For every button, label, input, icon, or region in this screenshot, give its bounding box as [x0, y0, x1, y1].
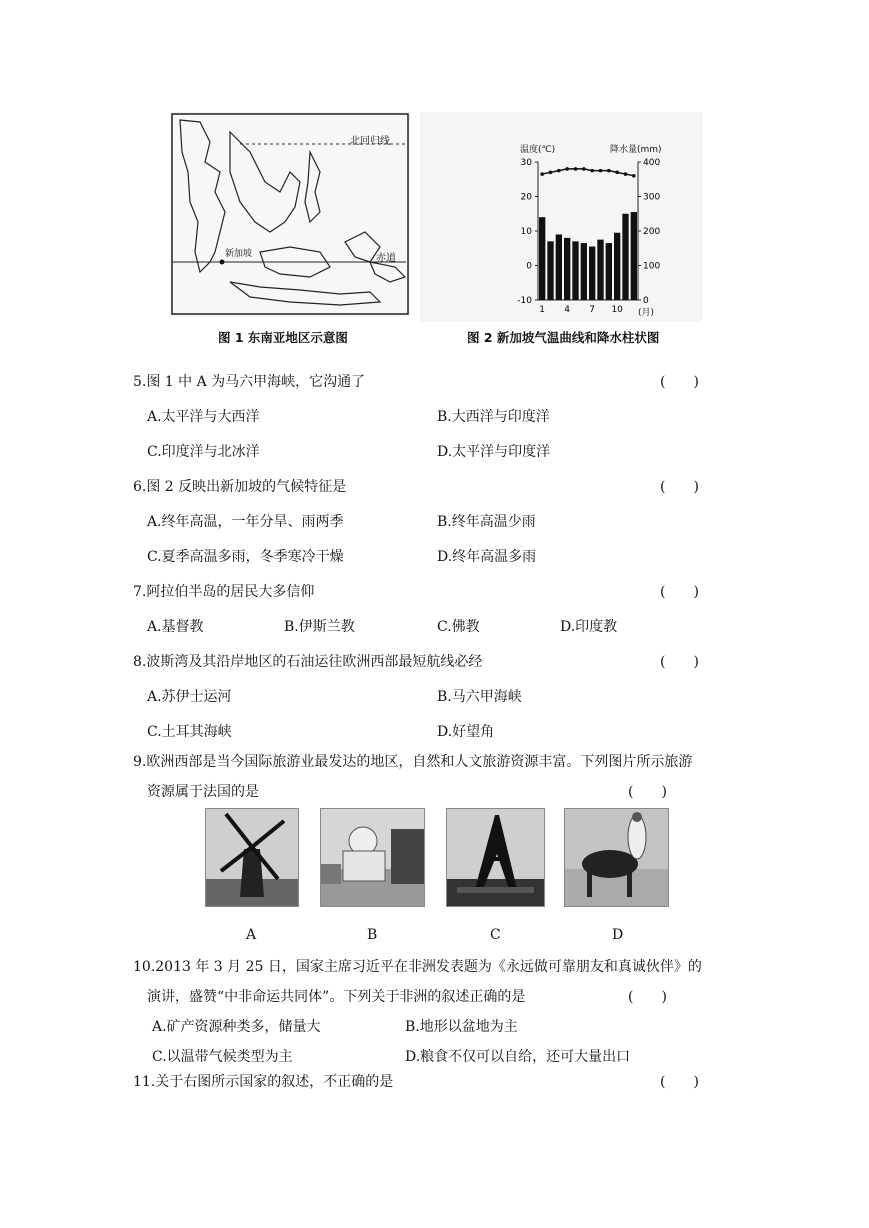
temperature-point — [632, 174, 636, 178]
question-9-stem: 9.欧洲西部是当今国际旅游业最发达的地区，自然和人文旅游资源丰富。下列图片所示旅游 — [133, 754, 693, 770]
q5-option-a: A.太平洋与大西洋 — [147, 409, 260, 425]
temperature-point — [590, 169, 594, 173]
question-6-stem: 6.图 2 反映出新加坡的气候特征是 — [133, 479, 347, 495]
q5-option-c: C.印度洋与北冰洋 — [147, 444, 260, 460]
x-tick-label: 1 — [539, 305, 546, 315]
tropic-label: 北回归线 — [350, 136, 390, 147]
question-7-stem: 7.阿拉伯半岛的居民大多信仰 — [133, 584, 315, 600]
left-tick-label: 30 — [520, 158, 532, 168]
precip-bar — [539, 217, 545, 300]
precip-bar — [589, 247, 595, 300]
temperature-point — [615, 171, 619, 175]
left-tick-label: 20 — [520, 192, 532, 203]
question-9-stem-line2: 资源属于法国的是 — [147, 784, 259, 800]
equator-label: 赤道 — [376, 253, 396, 264]
q6-option-d: D.终年高温多雨 — [437, 549, 537, 565]
q7-option-a: A.基督教 — [147, 619, 204, 635]
figure-2-caption: 图 2 新加坡气温曲线和降水柱状图 — [467, 330, 660, 345]
question-10-stem-line2: 演讲，盛赞“中非命运共同体”。下列关于非洲的叙述正确的是 — [147, 989, 526, 1005]
right-tick-label: 100 — [643, 261, 661, 272]
temperature-point — [549, 171, 553, 175]
precip-bar — [564, 238, 570, 300]
precip-bar — [597, 240, 603, 300]
photo-eiffel-tower — [446, 808, 545, 907]
precip-bar — [547, 241, 553, 300]
q7-option-d: D.印度教 — [560, 619, 618, 635]
precip-bar — [622, 214, 628, 300]
q10-option-a: A.矿产资源种类多，储量大 — [152, 1019, 321, 1035]
figure-2-chart — [420, 112, 702, 322]
singapore-label: 新加坡 — [225, 249, 253, 259]
q6-option-a: A.终年高温，一年分旱、雨两季 — [147, 514, 344, 530]
answer-blank-10: ( ) — [628, 989, 667, 1005]
answer-blank-9: ( ) — [628, 784, 667, 800]
q8-option-b: B.马六甲海峡 — [437, 689, 522, 705]
question-11-stem: 11.关于右图所示国家的叙述，不正确的是 — [133, 1074, 394, 1090]
precip-bar — [556, 234, 562, 300]
temperature-point — [624, 172, 628, 176]
temperature-point — [540, 172, 544, 176]
question-5-stem: 5.图 1 中 A 为马六甲海峡，它沟通了 — [133, 374, 366, 390]
question-8-stem: 8.波斯湾及其沿岸地区的石油运往欧洲西部最短航线必经 — [133, 654, 483, 670]
answer-blank-6: ( ) — [660, 479, 699, 495]
left-tick-label: -10 — [517, 296, 532, 306]
photo-venice-church — [320, 808, 425, 907]
photo-windmill — [205, 808, 299, 907]
answer-blank-11: ( ) — [660, 1074, 699, 1090]
temperature-point — [599, 169, 603, 173]
precip-bar — [631, 212, 637, 300]
temperature-point — [565, 167, 569, 171]
photo-label-c: C — [490, 927, 501, 943]
q5-option-b: B.大西洋与印度洋 — [437, 409, 550, 425]
temperature-line — [542, 169, 634, 176]
answer-blank-5: ( ) — [660, 374, 699, 390]
x-tick-label: 7 — [589, 305, 596, 315]
answer-blank-7: ( ) — [660, 584, 699, 600]
photo-label-b: B — [367, 927, 378, 943]
precip-bar — [606, 243, 612, 300]
months-unit: (月) — [638, 308, 655, 318]
photo-bullfighting — [564, 808, 669, 907]
temperature-point — [607, 169, 611, 173]
answer-blank-8: ( ) — [660, 654, 699, 670]
photo-label-d: D — [612, 927, 624, 943]
figure-1-map — [170, 112, 410, 317]
x-tick-label: 10 — [611, 305, 623, 315]
q7-option-b: B.伊斯兰教 — [284, 619, 355, 635]
x-tick-label: 4 — [564, 305, 571, 315]
right-tick-label: 400 — [643, 158, 661, 168]
precip-bar — [581, 243, 587, 300]
temperature-point — [574, 167, 578, 171]
temperature-point — [557, 169, 561, 173]
q5-option-d: D.太平洋与印度洋 — [437, 444, 551, 460]
left-tick-label: 0 — [526, 261, 532, 272]
q10-option-d: D.粮食不仅可以自给，还可大量出口 — [405, 1049, 631, 1065]
q6-option-c: C.夏季高温多雨，冬季寒冷干燥 — [147, 549, 344, 565]
q10-option-c: C.以温带气候类型为主 — [152, 1049, 293, 1065]
q8-option-d: D.好望角 — [437, 724, 495, 740]
q10-option-b: B.地形以盆地为主 — [405, 1019, 518, 1035]
right-tick-label: 300 — [643, 192, 661, 203]
q7-option-c: C.佛教 — [437, 619, 480, 635]
q8-option-c: C.土耳其海峡 — [147, 724, 232, 740]
precip-bar — [572, 241, 578, 300]
right-tick-label: 200 — [643, 227, 661, 237]
right-tick-label: 0 — [643, 296, 649, 306]
right-axis-title: 降水量(mm) — [610, 145, 662, 155]
photo-label-a: A — [246, 927, 257, 943]
q6-option-b: B.终年高温少雨 — [437, 514, 536, 530]
precip-bar — [614, 233, 620, 300]
question-10-stem: 10.2013 年 3 月 25 日，国家主席习近平在非洲发表题为《永远做可靠朋友和真诚伙伴》的 — [133, 959, 702, 975]
q8-option-a: A.苏伊士运河 — [147, 689, 232, 705]
left-tick-label: 10 — [520, 227, 532, 237]
left-axis-title: 温度(℃) — [520, 145, 556, 155]
figure-1-caption: 图 1 东南亚地区示意图 — [218, 330, 348, 345]
temperature-point — [582, 167, 586, 171]
